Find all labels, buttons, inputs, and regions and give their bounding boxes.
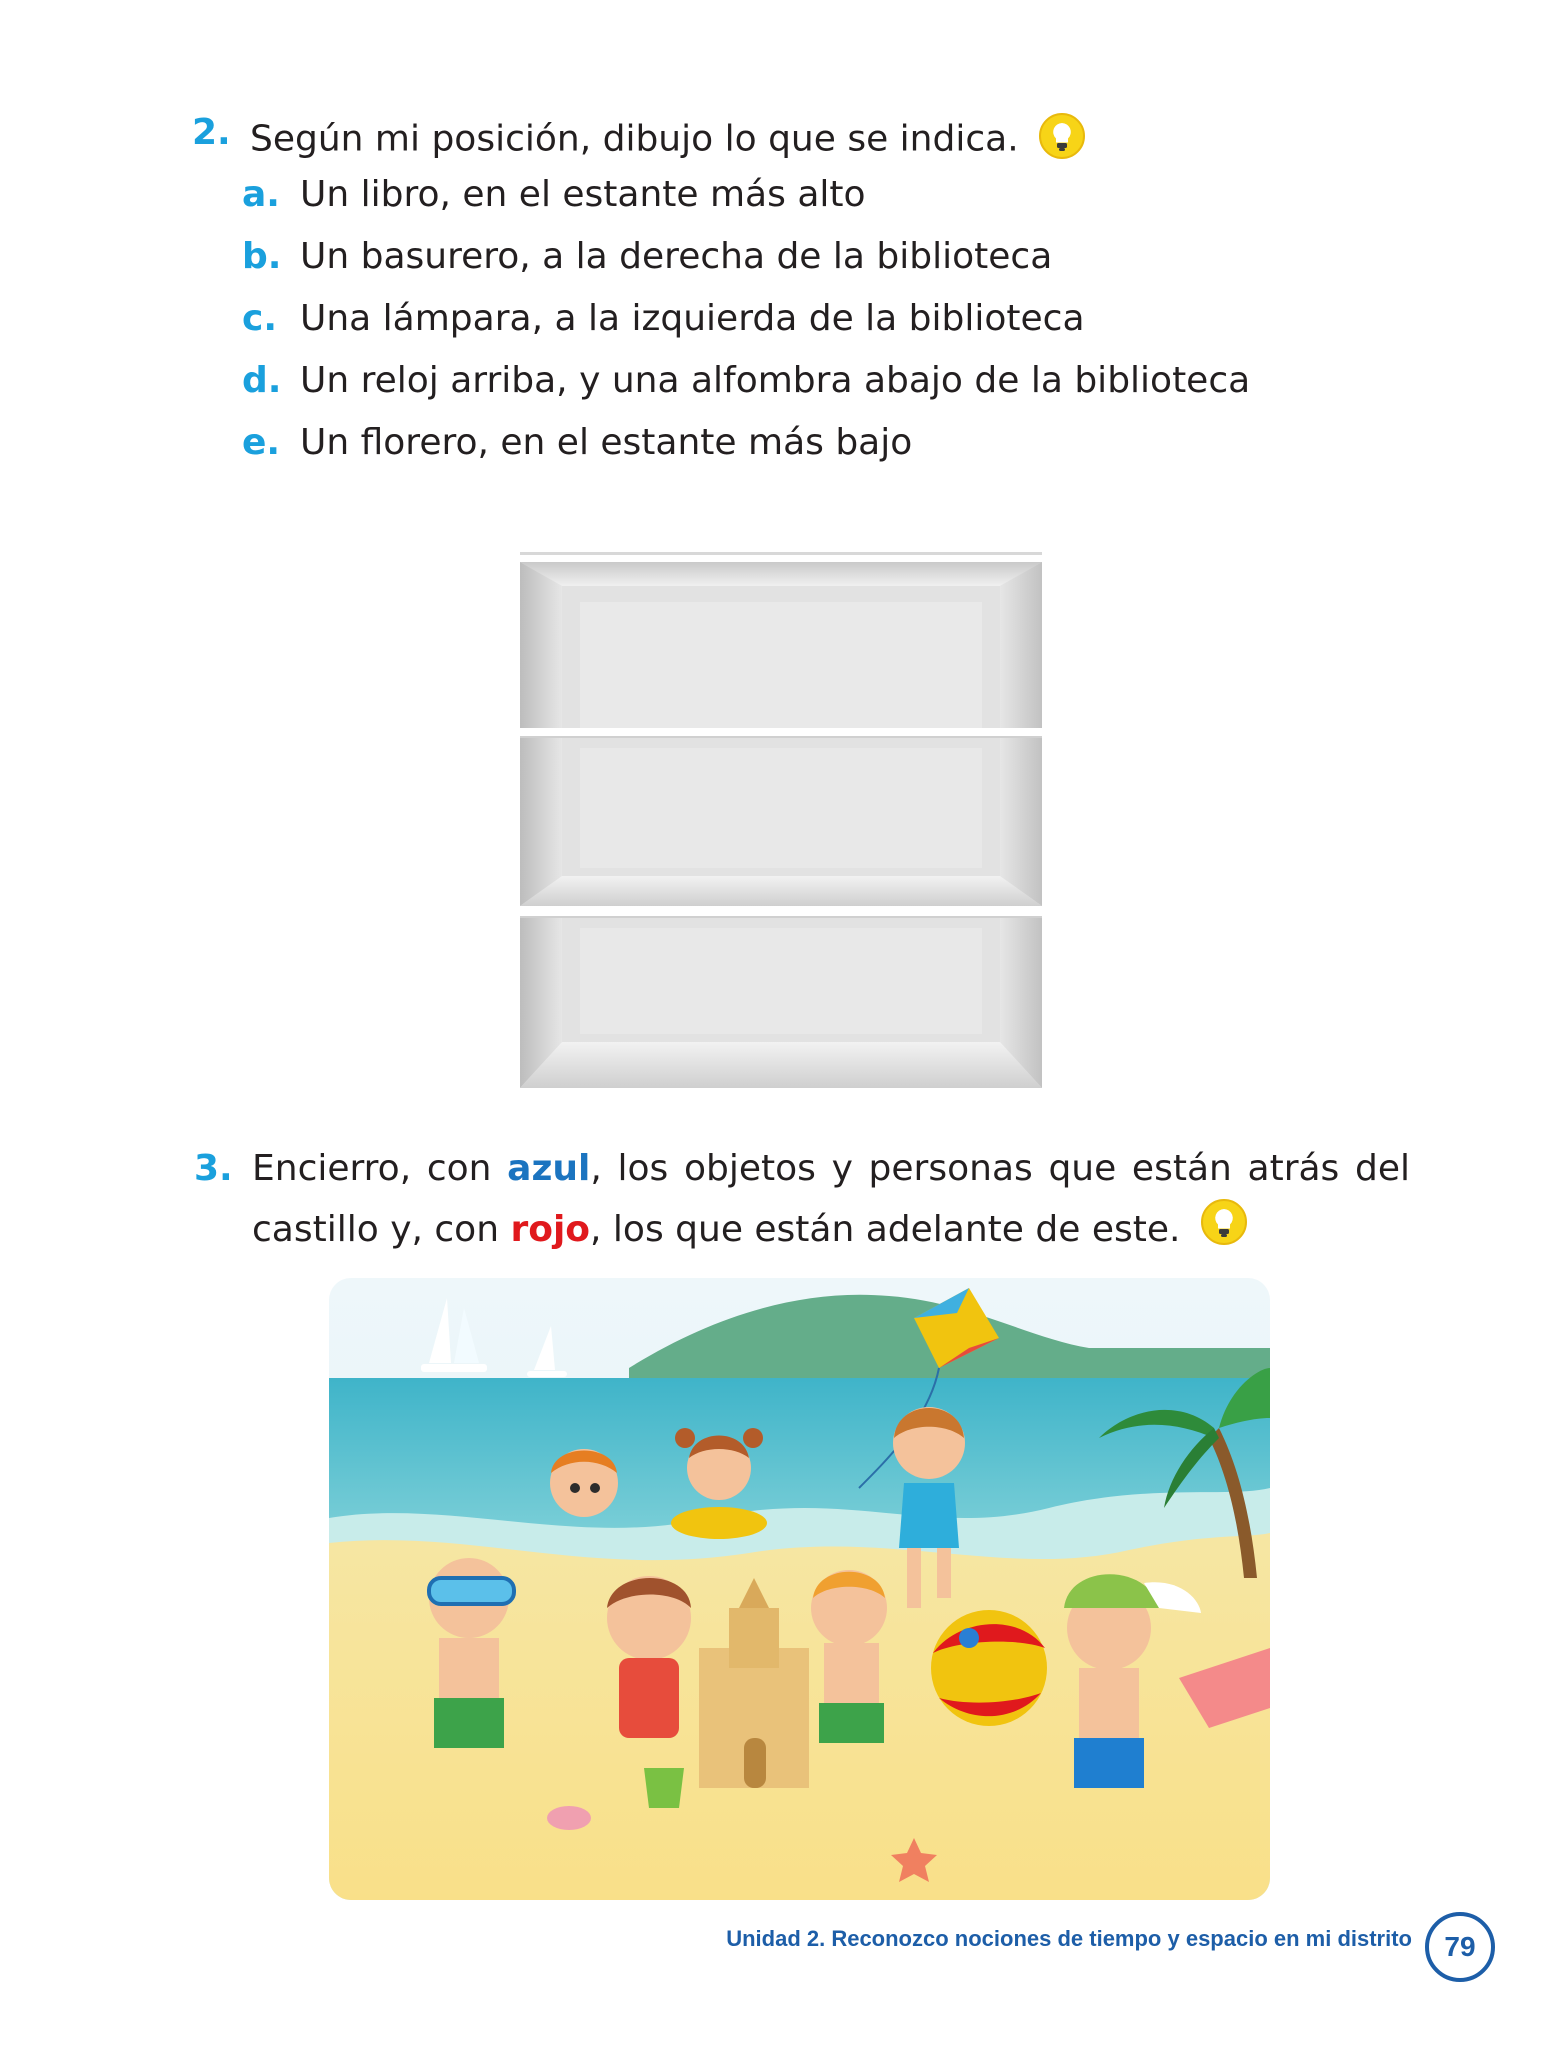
beach-ball-icon — [931, 1610, 1047, 1726]
keyword-blue: azul — [507, 1148, 591, 1189]
shell-icon — [547, 1806, 591, 1830]
list-item — [242, 170, 866, 220]
shelf-top — [520, 562, 1042, 728]
q3-text-part2: , los objetos y personas que están atrás del castillo y, con — [252, 1148, 1410, 1250]
question-2-number: 2. — [192, 112, 231, 153]
q3-text-part3: , los que están adelante de este. — [590, 1209, 1181, 1250]
keyword-red: rojo — [510, 1209, 591, 1250]
item-text: Una lámpara, a la izquierda de la biblioteca — [300, 298, 1085, 339]
item-text: Un reloj arriba, y una alfombra abajo de la biblioteca — [300, 360, 1251, 401]
list-item — [242, 356, 1250, 406]
item-letter: e. — [242, 422, 281, 463]
item-letter: a. — [242, 174, 280, 215]
item-text: Un florero, en el estante más bajo — [300, 422, 913, 463]
bucket-icon — [644, 1768, 684, 1808]
bookshelf-image[interactable] — [520, 552, 1042, 1088]
list-item — [242, 294, 1085, 344]
question-3-number: 3. — [194, 1148, 233, 1189]
question-2-instruction — [250, 112, 1086, 169]
item-text: Un libro, en el estante más alto — [300, 174, 866, 215]
page-number: 79 — [1425, 1912, 1495, 1982]
lightbulb-icon — [1038, 112, 1086, 169]
unit-footer: Unidad 2. Reconozco nociones de tiempo y espacio en mi distrito — [726, 1926, 1412, 1951]
question-2-text: Según mi posición, dibujo lo que se indica. — [250, 118, 1019, 160]
shelf-bottom — [520, 918, 1042, 1088]
lightbulb-icon — [1200, 1198, 1248, 1264]
shelf-middle — [520, 738, 1042, 906]
item-letter: d. — [242, 360, 282, 401]
beach-illustration[interactable] — [329, 1278, 1270, 1900]
list-item — [242, 232, 1052, 282]
child-swimming — [550, 1449, 618, 1517]
item-letter: c. — [242, 298, 278, 339]
question-3-instruction — [252, 1140, 1410, 1264]
item-text: Un basurero, a la derecha de la biblioteca — [300, 236, 1053, 277]
item-letter: b. — [242, 236, 282, 277]
list-item — [242, 418, 912, 468]
q3-text-part1: Encierro, con — [252, 1148, 508, 1189]
